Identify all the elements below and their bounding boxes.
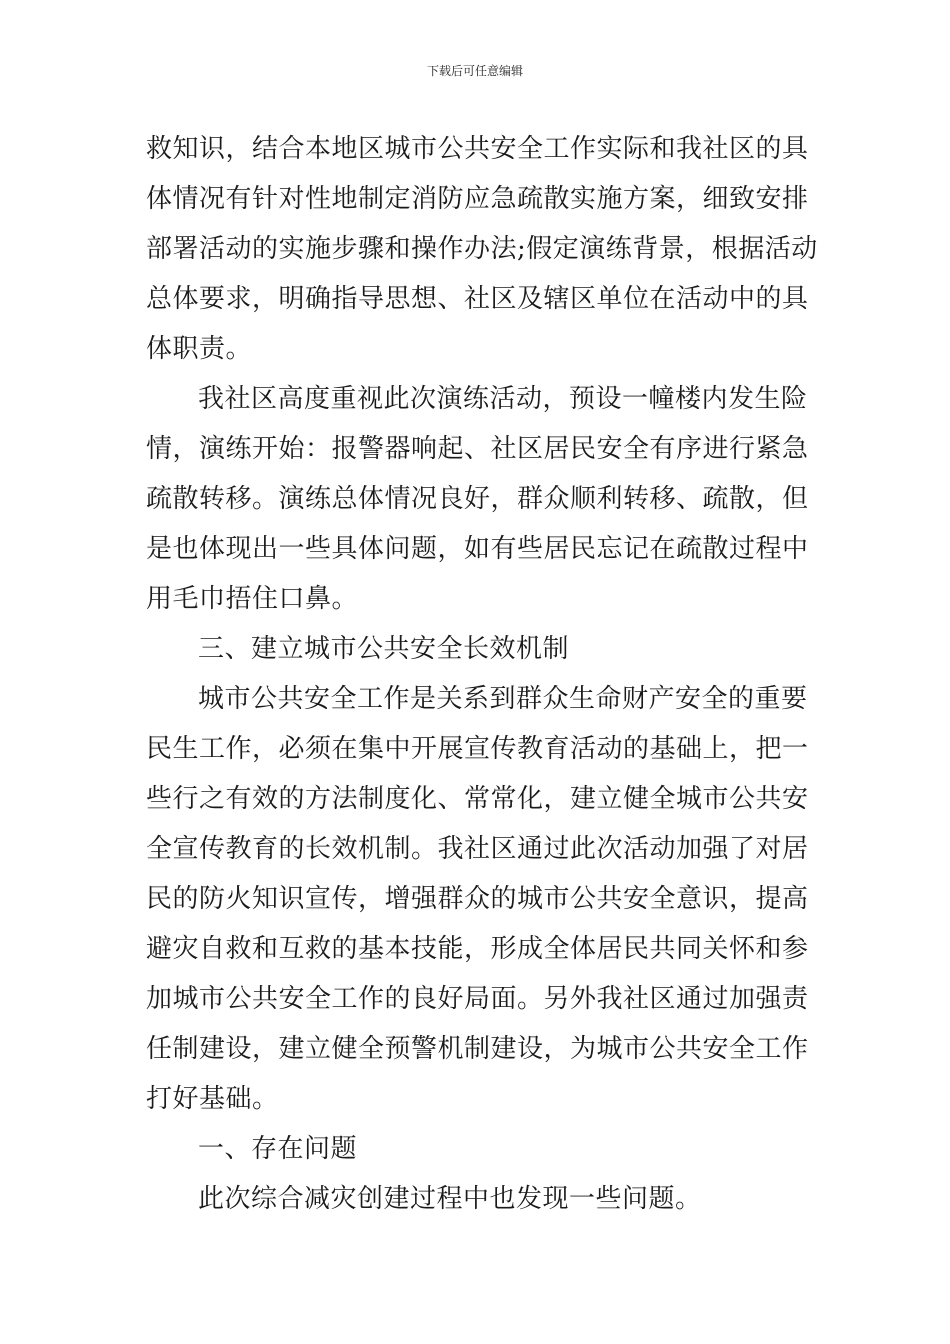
section-heading-mechanism — [146, 624, 810, 674]
text-line: 体情况有针对性地制定消防应急疏散实施方案，细致安排 — [146, 184, 809, 214]
paragraph-plan — [146, 124, 818, 374]
text-line: 部署活动的实施步骤和操作办法;假定演练背景，根据活动 — [146, 234, 818, 264]
text-line: 任制建设，建立健全预警机制建设，为城市公共安全工作 — [146, 1034, 809, 1064]
text-line: 总体要求，明确指导思想、社区及辖区单位在活动中的具 — [146, 284, 809, 314]
section-heading: 一、存在问题 — [198, 1134, 358, 1164]
text-line: 是也体现出一些具体问题，如有些居民忘记在疏散过程中 — [146, 534, 809, 564]
text-line: 用毛巾捂住口鼻。 — [146, 584, 359, 614]
text-line: 些行之有效的方法制度化、常常化，建立健全城市公共安 — [146, 784, 809, 814]
text-line: 救知识，结合本地区城市公共安全工作实际和我社区的具 — [146, 134, 809, 164]
text-line: 打好基础。 — [146, 1084, 279, 1114]
text-line: 民生工作，必须在集中开展宣传教育活动的基础上，把一 — [146, 734, 809, 764]
text-line: 避灾自救和互救的基本技能，形成全体居民共同关怀和参 — [146, 934, 809, 964]
text-line: 民的防火知识宣传，增强群众的城市公共安全意识，提高 — [146, 884, 809, 914]
paragraph-mechanism — [146, 674, 810, 1124]
text-line: 此次综合减灾创建过程中也发现一些问题。 — [198, 1184, 702, 1214]
text-line: 疏散转移。演练总体情况良好，群众顺利转移、疏散，但 — [146, 484, 809, 514]
text-line: 全宣传教育的长效机制。我社区通过此次活动加强了对居 — [146, 834, 809, 864]
paragraph-drill — [146, 374, 810, 624]
document-body — [146, 124, 818, 1224]
section-heading-problems — [146, 1124, 810, 1174]
text-line: 城市公共安全工作是关系到群众生命财产安全的重要 — [198, 684, 808, 714]
paragraph-problems — [146, 1174, 810, 1224]
text-line: 我社区高度重视此次演练活动，预设一幢楼内发生险 — [198, 384, 808, 414]
text-line: 加城市公共安全工作的良好局面。另外我社区通过加强责 — [146, 984, 809, 1014]
text-line: 体职责。 — [146, 334, 253, 364]
page-header: 下载后可任意编辑 — [426, 64, 523, 78]
section-heading: 三、建立城市公共安全长效机制 — [198, 634, 570, 664]
text-line: 情，演练开始：报警器响起、社区居民安全有序进行紧急 — [146, 434, 809, 464]
